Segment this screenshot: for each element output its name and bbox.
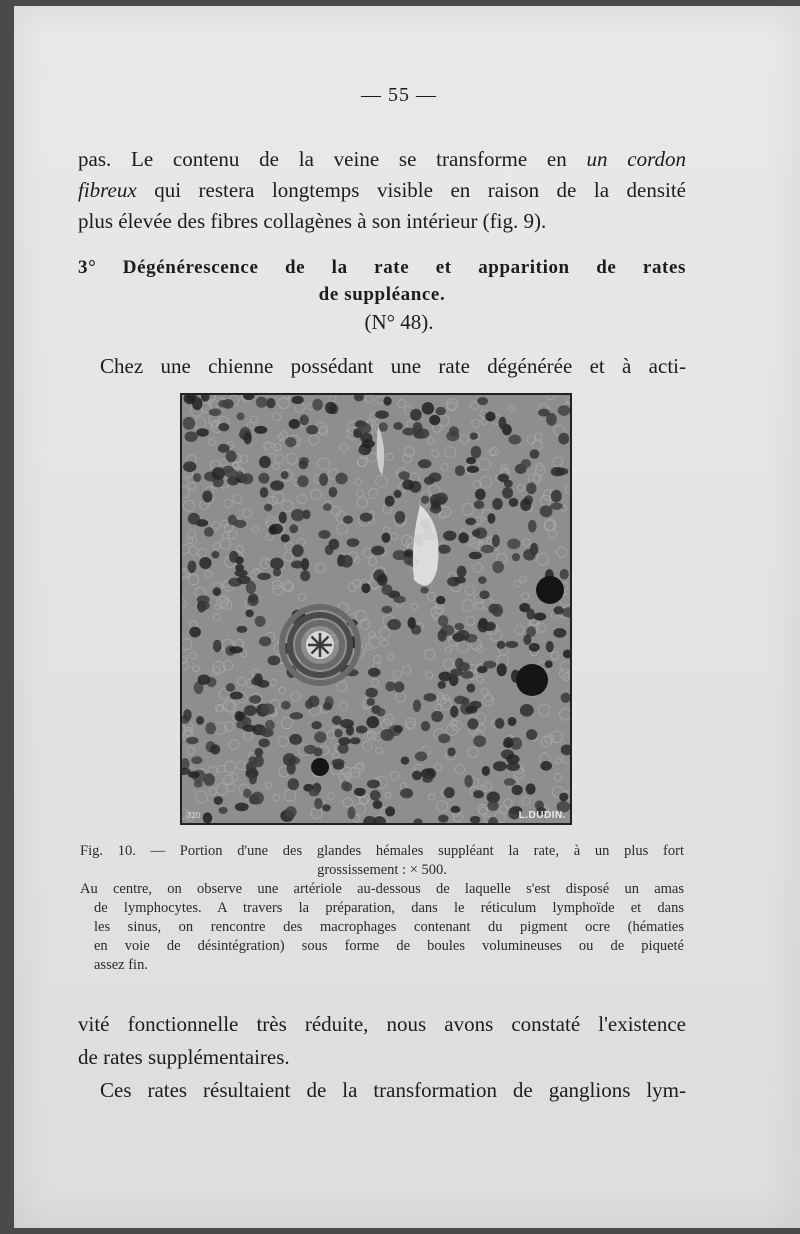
caption-line: Fig. 10. — Portion d'une des glandes hémales suppléant la rate, à un plus fort <box>80 843 684 859</box>
italic-phrase: un cordon <box>586 147 686 171</box>
section-heading-line: de suppléance. <box>318 284 446 305</box>
text-line: vité fonctionnelle très réduite, nous avons constaté l'existence <box>78 1012 686 1036</box>
text-line: plus élevée des fibres collagènes à son intérieur (fig. 9). <box>78 209 547 233</box>
text-line: Chez une chienne possédant une rate dégénérée et à acti- <box>100 354 686 378</box>
intro-paragraph <box>78 351 686 382</box>
lower-paragraph <box>78 1008 686 1107</box>
section-heading-line: 3° Dégénérescence de la rate et apparition de rates <box>78 257 686 278</box>
caption-line: en voie de désintégration) sous forme de boules volumineuses ou de piqueté <box>94 938 684 954</box>
page-number: — 55 — <box>361 84 437 106</box>
text-line: de rates supplémentaires. <box>78 1045 290 1069</box>
caption-line: Au centre, on observe une artériole au-dessous de laquelle s'est disposé un amas <box>80 881 684 897</box>
caption-line: grossissement : × 500. <box>317 862 447 878</box>
micrograph-figure <box>180 393 572 825</box>
artist-signature: L.DUDIN. <box>518 810 566 821</box>
text-line: pas. Le contenu de la veine se transforme en un cordon <box>78 147 686 171</box>
caption-line: de lymphocytes. A travers la préparation, dans le réticulum lymphoïde et dans <box>94 900 684 916</box>
section-reference: (N° 48). <box>364 310 434 334</box>
italic-phrase: fibreux <box>78 178 137 202</box>
book-page <box>14 6 800 1228</box>
section-heading <box>78 254 686 308</box>
plate-number: 320 <box>187 811 201 820</box>
text-line: fibreux qui restera longtemps visible en raison de la densité <box>78 178 686 202</box>
figure-caption <box>80 842 684 975</box>
micrograph-image <box>182 395 570 823</box>
text-line: Ces rates résultaient de la transformation de ganglions lym- <box>100 1078 686 1102</box>
caption-line: assez fin. <box>94 957 148 973</box>
caption-line: les sinus, on rencontre des macrophages contenant du pigment ocre (hématies <box>94 919 684 935</box>
top-paragraph <box>78 144 686 237</box>
